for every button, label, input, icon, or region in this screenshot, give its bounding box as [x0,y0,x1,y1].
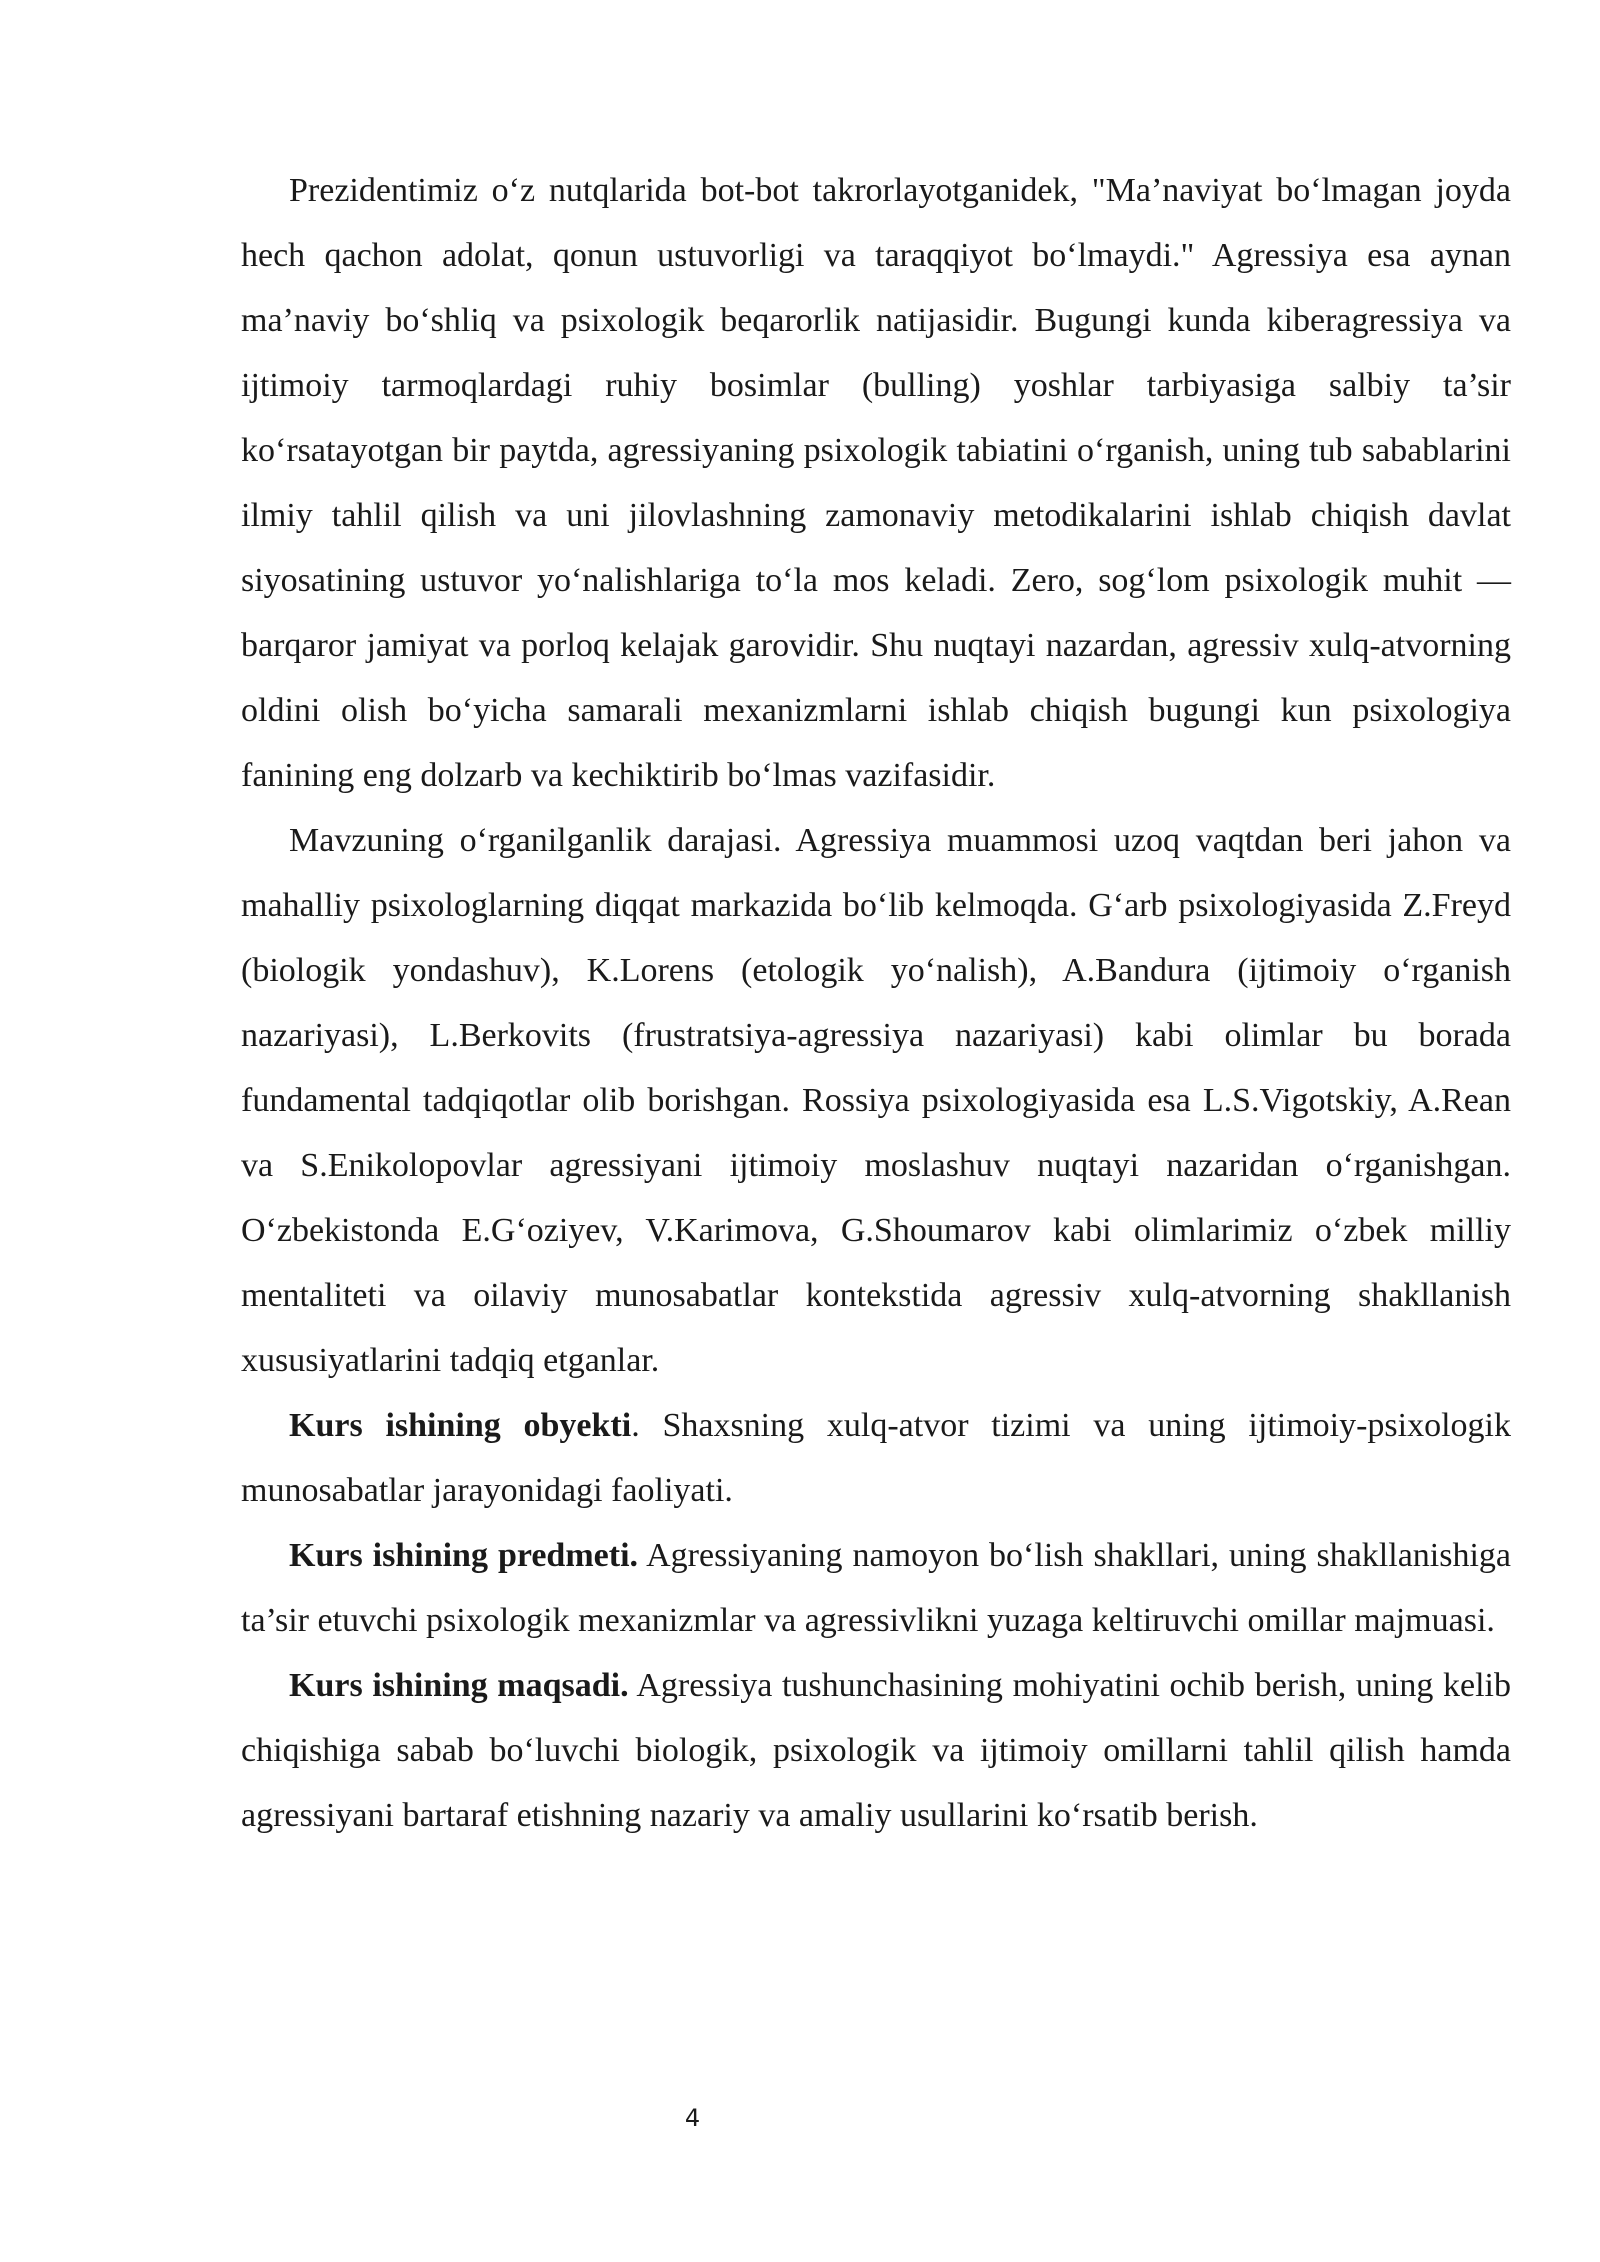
paragraph-object [241,1393,1511,1523]
paragraph-introduction [241,158,1511,808]
paragraph-text: Agressiyaning namoyon bo‘lish shakllari, uning shakllanishiga ta’sir etuvchi psixologik mexanizmlar va agressivlikni yuzaga keltiruvchi omillar majmuasi. [241,1537,1511,1639]
paragraph-heading: Kurs ishining maqsadi. [289,1667,629,1704]
paragraph-text: Mavzuning o‘rganilganlik darajasi. Agressiya muammosi uzoq vaqtdan beri jahon va mahalliy psixologlarning diqqat markazida bo‘lib kelmoqda. G‘arb psixologiyasida Z.Freyd (biologik yondashuv), K.Lorens (etologik yo‘nalish), A.Bandura (ijtimoiy o‘rganish nazariyasi), L.Berkovits (frustratsiya-agressiya nazariyasi) kabi olimlar bu borada fundamental tadqiqotlar olib borishgan. Rossiya psixologiyasida esa L.S.Vigotskiy, A.Rean va S.Enikolopovlar agressiyani ijtimoiy moslashuv nuqtayi nazaridan o‘rganishgan. O‘zbekistonda E.G‘oziyev, V.Karimova, G.Shoumarov kabi olimlarimiz o‘zbek milliy mentaliteti va oilaviy munosabatlar kontekstida agressiv xulq-atvorning shakllanish xususiyatlarini tadqiq etganlar. [241,822,1511,1379]
paragraph-goal [241,1653,1511,1848]
paragraph-research-degree [241,808,1511,1393]
paragraph-text: Prezidentimiz o‘z nutqlarida bot-bot takrorlayotganidek, "Ma’naviyat bo‘lmagan joyda hech qachon adolat, qonun ustuvorligi va taraqqiyot bo‘lmaydi." Agressiya esa aynan ma’naviy bo‘shliq va psixologik beqarorlik natijasidir. Bugungi kunda kiberagressiya va ijtimoiy tarmoqlardagi ruhiy bosimlar (bulling) yoshlar tarbiyasiga salbiy ta’sir ko‘rsatayotgan bir paytda, agressiyaning psixologik tabiatini o‘rganish, uning tub sabablarini ilmiy tahlil qilish va uni jilovlashning zamonaviy metodikalarini ishlab chiqish davlat siyosatining ustuvor yo‘nalishlariga to‘la mos keladi. Zero, sog‘lom psixologik muhit — barqaror jamiyat va porloq kelajak garovidir. Shu nuqtayi nazardan, agressiv xulq-atvorning oldini olish bo‘yicha samarali mexanizmlarni ishlab chiqish bugungi kun psixologiya fanining eng dolzarb va kechiktirib bo‘lmas vazifasidir. [241,172,1511,794]
paragraph-heading: Kurs ishining predmeti. [289,1537,639,1574]
document-body [241,158,1511,1848]
paragraph-text: Agressiya tushunchasining mohiyatini ochib berish, uning kelib chiqishiga sabab bo‘luvchi biologik, psixologik va ijtimoiy omillarni tahlil qilish hamda agressiyani bartaraf etishning nazariy va amaliy usullarini ko‘rsatib berish. [241,1667,1511,1834]
paragraph-heading: Kurs ishining obyekti [289,1407,632,1444]
page-number: 4 [684,2104,701,2132]
paragraph-subject [241,1523,1511,1653]
paragraph-text: . Shaxsning xulq-atvor tizimi va uning ijtimoiy-psixologik munosabatlar jarayonidagi faoliyati. [241,1407,1511,1509]
